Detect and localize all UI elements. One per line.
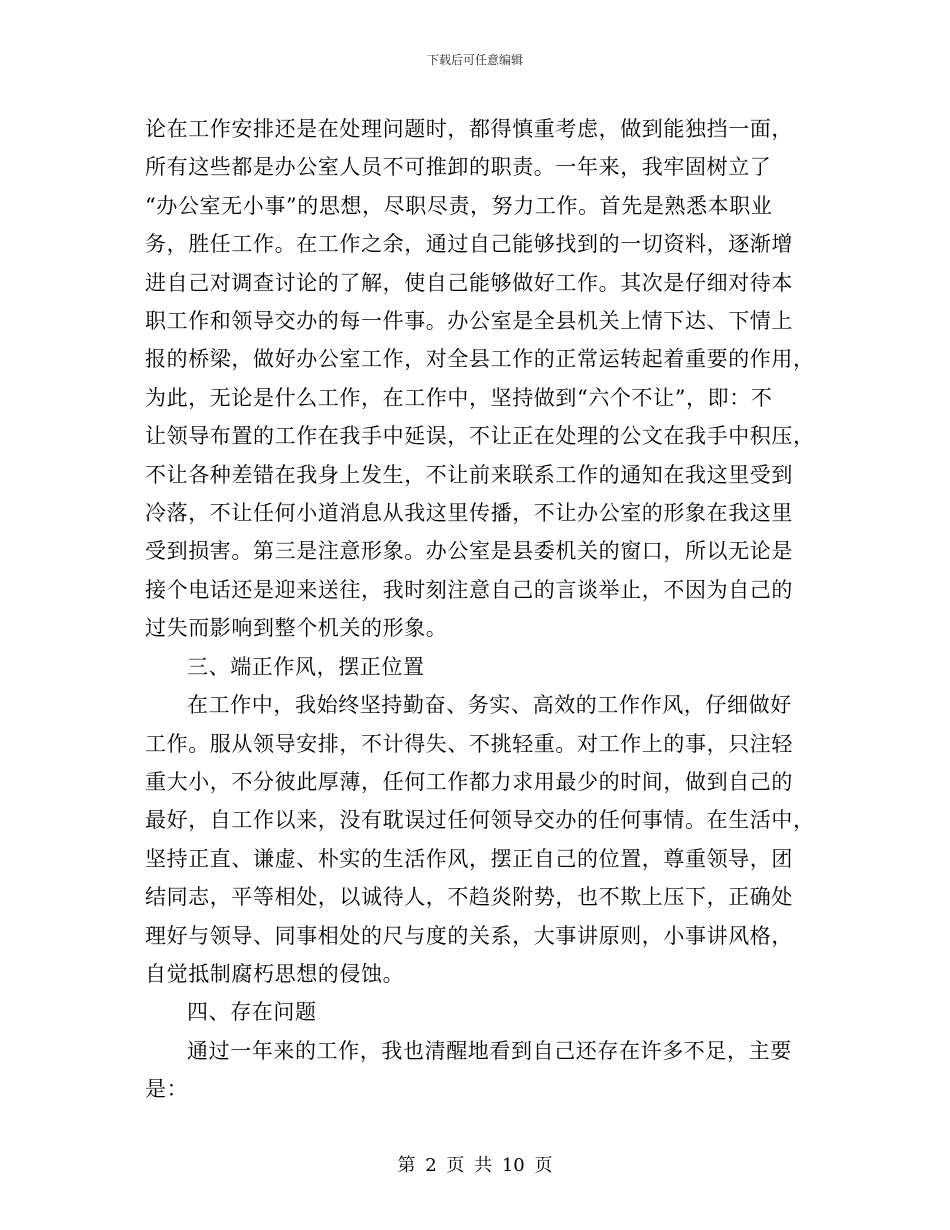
paragraph-continuation	[145, 110, 815, 648]
text-line: 报的桥梁，做好办公室工作，对全县工作的正常运转起着重要的作用，	[145, 347, 815, 372]
text-line: 过失而影响到整个机关的形象。	[145, 616, 448, 641]
text-line: 自觉抵制腐朽思想的侵蚀。	[145, 961, 405, 986]
text-line: 接个电话还是迎来送往，我时刻注意自己的言谈举止，不因为自己的	[145, 577, 793, 602]
page-header: 下载后可任意编辑	[426, 53, 523, 67]
text-line: 理好与领导、同事相处的尺与度的关系，大事讲原则，小事讲风格，	[145, 923, 793, 948]
text-line: 坚持正直、谦虚、朴实的生活作风，摆正自己的位置，尊重领导，团	[145, 846, 793, 871]
text-line: 职工作和领导交办的每一件事。办公室是全县机关上情下达、下情上	[145, 309, 793, 334]
text-line-first: 在工作中，我始终坚持勤奋、务实、高效的工作作风，仔细做好	[187, 693, 792, 718]
text-line: 务，胜任工作。在工作之余，通过自己能够找到的一切资料，逐渐增	[145, 232, 793, 257]
text-line: 结同志，平等相处，以诚待人，不趋炎附势，也不欺上压下，正确处	[145, 885, 793, 910]
text-line: 受到损害。第三是注意形象。办公室是县委机关的窗口，所以无论是	[145, 539, 793, 564]
text-line: “办公室无小事”的思想，尽职尽责，努力工作。首先是熟悉本职业	[145, 193, 773, 218]
text-line: 进自己对调查讨论的了解，使自己能够做好工作。其次是仔细对待本	[145, 270, 793, 295]
text-line: 所有这些都是办公室人员不可推卸的职责。一年来，我牢固树立了	[145, 155, 772, 180]
text-line: 为此，无论是什么工作，在工作中，坚持做到“六个不让”，即：不	[145, 385, 773, 410]
section-heading-3	[145, 648, 805, 686]
text-line: 让领导布置的工作在我手中延误，不让正在处理的公文在我手中积压，	[145, 424, 815, 449]
section-heading-text: 四、存在问题	[187, 1000, 317, 1025]
page-number-footer: 第 2 页 共 10 页	[397, 1155, 553, 1176]
section-heading-text: 三、端正作风，摆正位置	[187, 654, 425, 679]
text-line: 冷落，不让任何小道消息从我这里传播，不让办公室的形象在我这里	[145, 501, 793, 526]
text-line-first: 通过一年来的工作，我也清醒地看到自己还存在许多不足，主要	[187, 1038, 792, 1063]
text-line: 工作。服从领导安排，不计得失、不挑轻重。对工作上的事，只注轻	[145, 731, 793, 756]
text-line: 重大小，不分彼此厚薄，任何工作都力求用最少的时间，做到自己的	[145, 769, 793, 794]
section-heading-4	[145, 993, 805, 1031]
text-line: 是：	[145, 1077, 189, 1102]
text-line: 论在工作安排还是在处理问题时，都得慎重考虑，做到能独挡一面，	[145, 117, 793, 141]
text-line: 不让各种差错在我身上发生，不让前来联系工作的通知在我这里受到	[145, 462, 793, 487]
paragraph-work-style	[145, 686, 815, 993]
document-body	[145, 110, 815, 1109]
paragraph-problems	[145, 1032, 805, 1109]
text-line: 最好，自工作以来，没有耽误过任何领导交办的任何事情。在生活中，	[145, 808, 815, 833]
